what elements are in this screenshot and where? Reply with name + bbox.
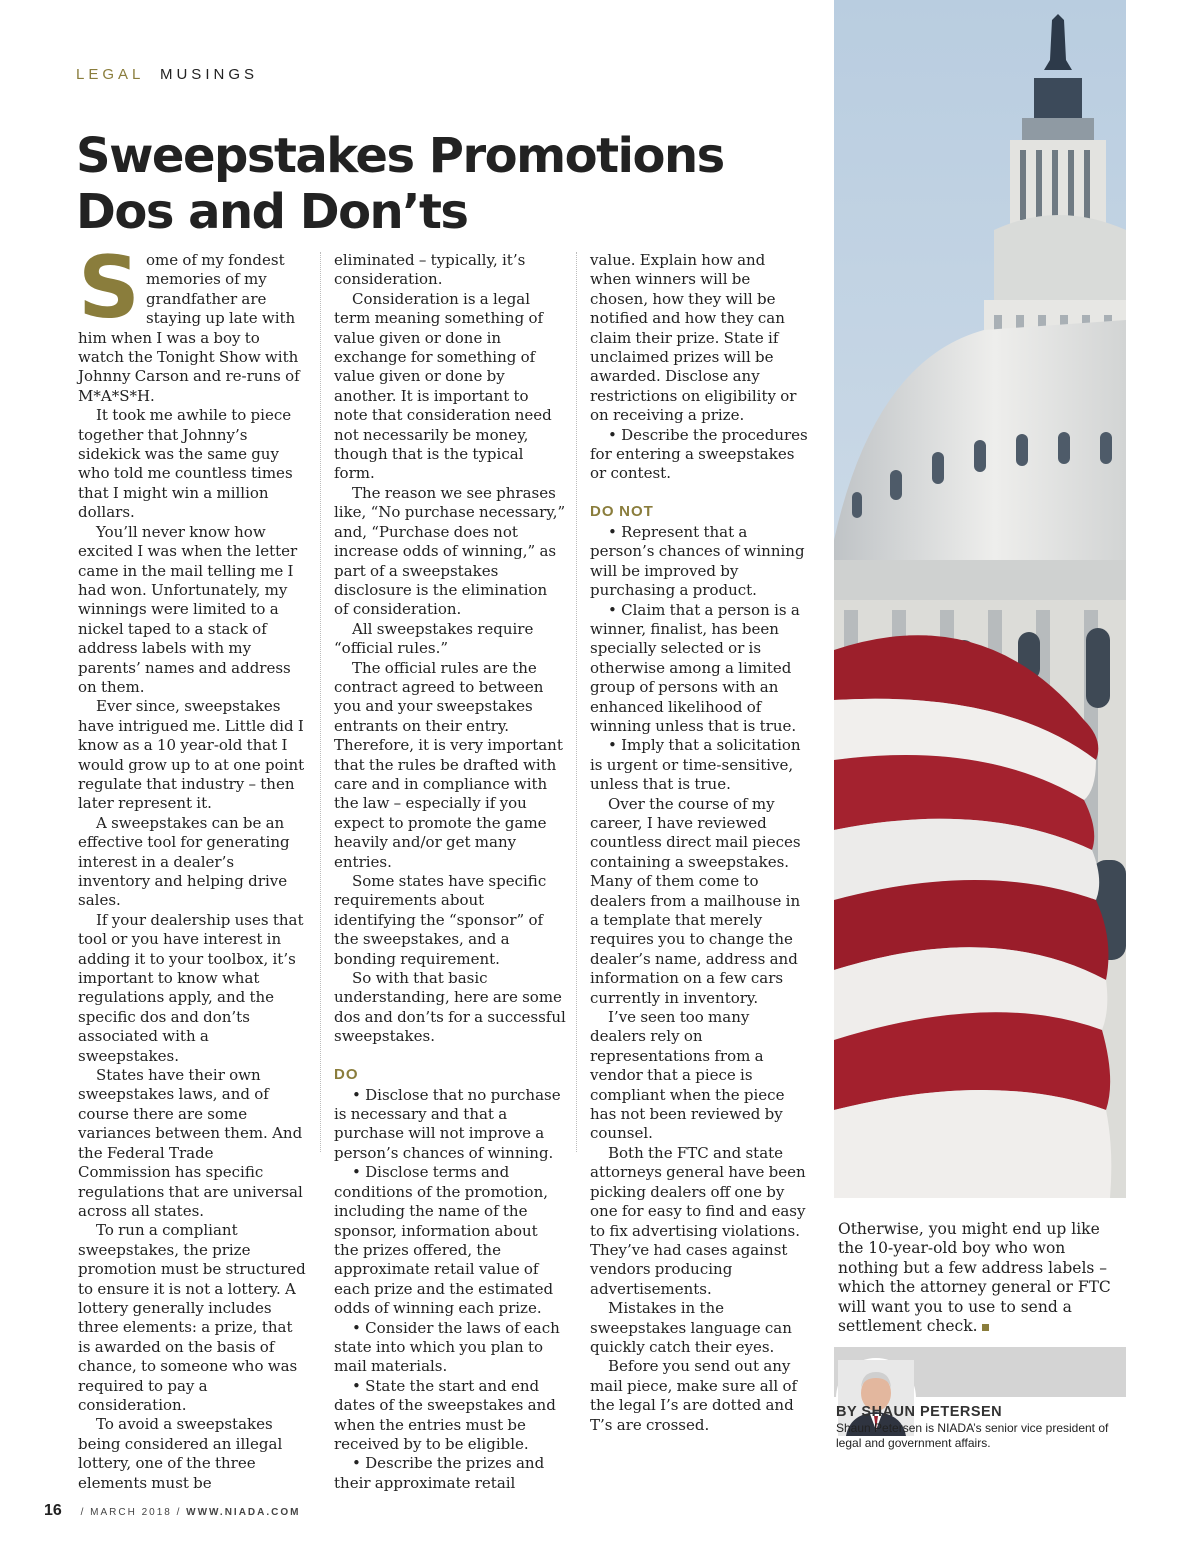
drop-cap: S [78,238,140,338]
capitol-illustration [834,0,1126,1198]
article-paragraph: value. Explain how and when winners will be chosen, how they will be notified and how they can claim their prize. State if unclaimed prizes will be awarded. Disclose any restrictions on eligibility or on receiving a prize. [590,251,797,425]
do-item: • State the start and end dates of the sweepstakes and when the entries must be received by to be eligible. [334,1376,556,1453]
do-item: • Disclose terms and conditions of the promotion, including the name of the sponsor, information about the prizes offered, the approximate retail value of each prize and the estimated odds of winning each prize. [334,1163,554,1318]
do-item: • Describe the prizes and their approximate retail [334,1454,545,1492]
article-paragraph: Both the FTC and state attorneys general have been picking dealers off one by one for easy to find and easy to fix advertising violations. They’ve had cases against vendors producing advertisements. [590,1143,806,1298]
article-paragraph: To avoid a sweepstakes being considered an illegal lottery, one of the three elements must be [78,1415,283,1492]
capitol-photo [834,0,1126,1198]
article-column-3 [590,251,808,1434]
closing-paragraph: Otherwise, you might end up like the 10-year-old boy who won nothing but a few address labels – which the attorney general or FTC will want you to use to send a settlement check. [838,1220,1111,1336]
do-item: • Describe the procedures for entering a sweepstakes or contest. [590,425,808,483]
do-item: • Consider the laws of each state into which you plan to mail materials. [334,1318,560,1376]
headline [76,128,796,240]
article-paragraph: Over the course of my career, I have reviewed countless direct mail pieces containing a sweepstakes. Many of them come to dealers from a mailhouse in a template that merely requires you to change the dealer’s name, address and information on a few cars currently in inventory. [590,794,801,1007]
article-paragraph: Before you send out any mail piece, make sure all of the legal I’s are dotted and T’s are crossed. [590,1357,798,1434]
article-column-2 [334,251,566,1492]
headline-line2: Dos and Don’ts [76,184,468,240]
footer-issue: / MARCH 2018 / [80,1507,182,1518]
article-paragraph: Consideration is a legal term meaning something of value given or done in exchange for something of value given or done by another. It is important to note that consideration need not necessarily be money, though that is the typical form. [334,289,552,483]
article-paragraph: The reason we see phrases like, “No purchase necessary,” and, “Purchase does not increase odds of winning,” as part of a sweepstakes disclosure is the elimination of consideration. [334,483,566,619]
article-paragraph: I’ve seen too many dealers rely on representations from a vendor that a piece is compliant when the piece has not been reviewed by counsel. [590,1008,785,1143]
column-divider [576,252,577,1152]
article-paragraph: So with that basic understanding, here are some dos and don’ts for a successful sweepstakes. [334,969,566,1046]
section-tag-part2: MUSINGS [159,66,258,83]
donot-item: • Claim that a person is a winner, finalist, has been specially selected or is otherwise among a limited group of persons with an enhanced likelihood of winning unless that is true. [590,600,800,735]
byline: BY SHAUN PETERSEN [836,1404,1003,1420]
article-paragraph: eliminated – typically, it’s consideration. [334,251,526,289]
article-paragraph: A sweepstakes can be an effective tool for generating interest in a dealer’s inventory and helping drive sales. [78,813,290,910]
article-paragraph: States have their own sweepstakes laws, and of course there are some variances between them. And the Federal Trade Commission has specific regulations that are universal across all states. [78,1066,303,1220]
do-heading: DO [334,1065,359,1083]
article-paragraph: To run a compliant sweepstakes, the prize promotion must be structured to ensure it is not a lottery. A lottery generally includes three elements: a prize, that is awarded on the basis of chance, to someone who was required to pay a consideration. [78,1221,306,1414]
article-paragraph: If your dealership uses that tool or you have interest in adding it to your toolbox, it’s important to know what regulations apply, and the specific dos and don’ts associated with a sweepstakes. [78,910,304,1065]
column-divider [320,252,321,1152]
sidebar-text [838,1220,1130,1336]
section-tag-part1: LEGAL [76,66,144,83]
do-item: • Disclose that no purchase is necessary and that a purchase will not improve a person’s chances of winning. [334,1085,561,1162]
article-paragraph: Mistakes in the sweepstakes language can quickly catch their eyes. [590,1299,792,1356]
donot-item: • Represent that a person’s chances of winning will be improved by purchasing a product. [590,522,805,600]
article-paragraph: All sweepstakes require “official rules.” [334,619,534,658]
page-footer [44,1502,301,1520]
page-number: 16 [44,1502,62,1519]
article-column-1 [78,238,308,1492]
end-mark-icon [982,1324,989,1331]
headline-line1: Sweepstakes Promotions [76,128,724,184]
author-bio: Shaun Petersen is NIADA’s senior vice president of legal and government affairs. [836,1421,1109,1450]
article-paragraph: It took me awhile to piece together that Johnny’s sidekick was the same guy who told me countless times that I might win a million dollars. [78,406,293,522]
article-paragraph: Some states have specific requirements about identifying the “sponsor” of the sweepstakes, and a bonding requirement. [334,872,547,968]
donot-item: • Imply that a solicitation is urgent or time-sensitive, unless that is true. [590,736,801,794]
article-paragraph: The official rules are the contract agreed to between you and your sweepstakes entrants on their entry. Therefore, it is very important that the rules be drafted with care and in compliance with the law – especially if you expect to promote the game heavily and/or get many entries. [334,658,563,871]
article-paragraph: You’ll never know how excited I was when the letter came in the mail telling me I had won. Unfortunately, my winnings were limited to a nickel taped to a stack of address labels with my parents’ names and address on them. [78,522,298,696]
article-paragraph: Ever since, sweepstakes have intrigued me. Little did I know as a 10 year-old that I would grow up to at one point regulate that industry – then later represent it. [78,697,305,813]
donot-heading: DO NOT [590,502,654,520]
section-tag [76,66,258,83]
footer-url: WWW.NIADA.COM [186,1507,301,1518]
article-paragraph: Some of my fondest memories of my grandfather are staying up late with him when I was a boy to watch the Tonight Show with Johnny Carson and re-runs of M*A*S*H. [78,238,300,405]
